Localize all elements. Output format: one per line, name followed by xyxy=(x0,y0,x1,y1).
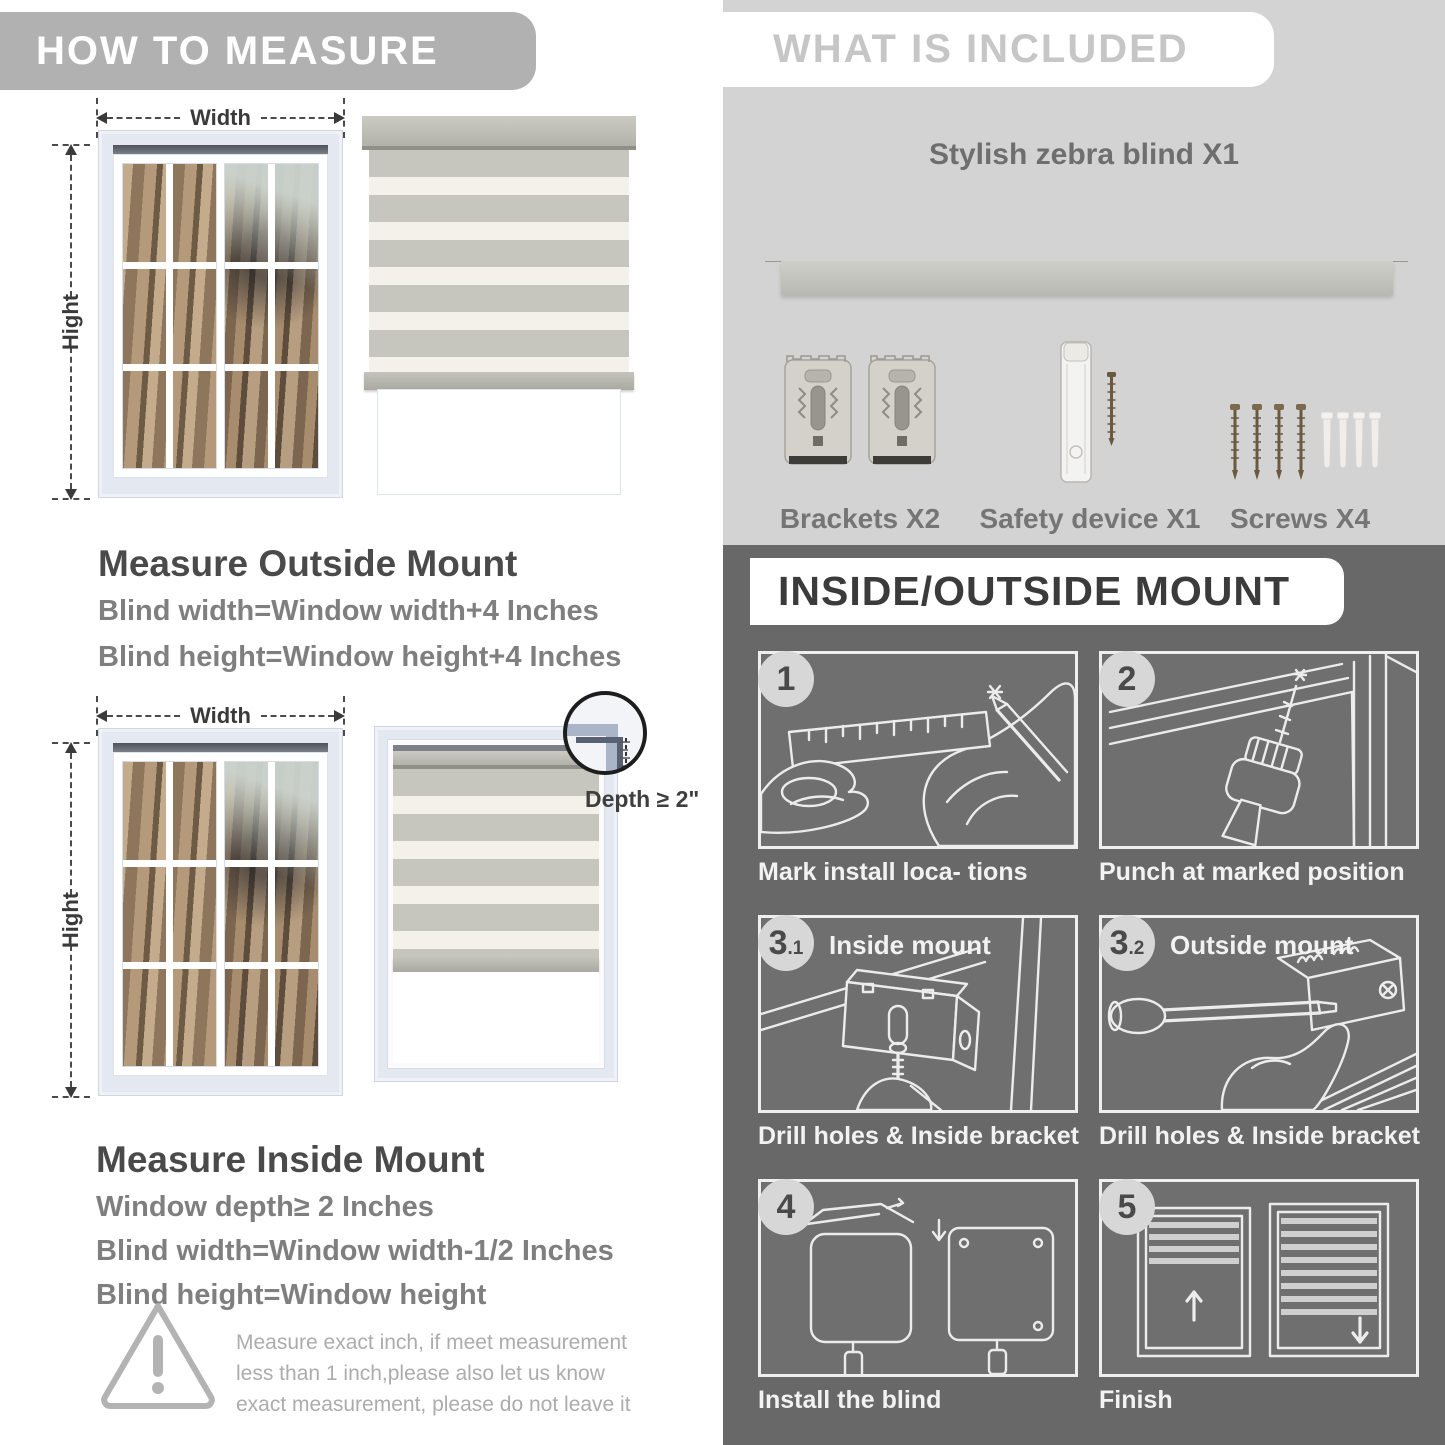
window-pane xyxy=(502,399,611,485)
width-label: Width xyxy=(190,105,251,130)
zebra-blind-fabric xyxy=(369,150,629,372)
window-below-blind xyxy=(378,390,620,494)
outside-formula-width: Blind width=Window width+4 Inches xyxy=(98,595,599,627)
mount-instructions-section xyxy=(723,545,1445,1445)
window-sash xyxy=(113,752,328,1076)
window-pane-left xyxy=(122,163,217,469)
inside-formula-width: Blind width=Window width-1/2 Inches xyxy=(96,1235,614,1267)
window-pane-right xyxy=(224,761,319,1067)
window-below-blind xyxy=(393,972,599,1063)
step-3-2-panel xyxy=(1099,915,1419,1113)
window-pane xyxy=(387,399,496,485)
outside-mount-title: Measure Outside Mount xyxy=(98,542,518,584)
brackets-icon xyxy=(783,352,937,476)
zebra-blind-fabric xyxy=(393,769,599,957)
instruction-steps-grid xyxy=(758,651,1419,1415)
step-4-caption: Install the blind xyxy=(758,1386,942,1414)
height-label: Hight xyxy=(58,891,84,949)
inside-formula-height: Blind height=Window height xyxy=(96,1279,487,1311)
inside-mount-title: Measure Inside Mount xyxy=(96,1138,485,1180)
step-5-caption: Finish xyxy=(1099,1386,1173,1414)
exclamation-triangle-icon xyxy=(98,1298,218,1414)
step-3-1 xyxy=(758,915,1078,1151)
what-is-included-title: WHAT IS INCLUDED xyxy=(773,27,1189,71)
step-5-panel xyxy=(1099,1179,1419,1377)
how-to-measure-header xyxy=(0,12,536,90)
step-3-1-caption: Drill holes & Inside bracket xyxy=(758,1122,1079,1150)
screws-label: Screws X4 xyxy=(1229,503,1371,534)
depth-detail-magnifier xyxy=(562,690,648,776)
what-is-included-section xyxy=(723,0,1445,545)
window-top-recess xyxy=(113,743,328,752)
safety-device-label: Safety device X1 xyxy=(979,503,1201,534)
outside-mount-blind-diagram xyxy=(362,116,636,496)
screw xyxy=(1107,372,1116,446)
step-2-panel xyxy=(1099,651,1419,849)
arrow-tick xyxy=(343,696,345,736)
height-arrow xyxy=(58,742,84,1098)
window-illustration xyxy=(98,728,343,1096)
step-number-badge: 1 xyxy=(758,651,814,707)
depth-requirement-label: Depth ≥ 2" xyxy=(585,786,700,812)
height-label: Hight xyxy=(58,293,84,351)
step-5 xyxy=(1099,1179,1419,1415)
step-number-badge: 4 xyxy=(758,1179,814,1235)
arrow-tick xyxy=(52,498,90,500)
product-label: Stylish zebra blind X1 xyxy=(928,138,1240,171)
window-pane-left xyxy=(122,761,217,1067)
inside-outside-mount-header xyxy=(750,558,1344,625)
window-pane xyxy=(499,977,595,1058)
screws-icon xyxy=(1227,404,1383,488)
arrow-tick xyxy=(52,144,90,146)
step-3-2-panel-title: Outside mount xyxy=(1170,930,1354,960)
step-3-1-panel-title: Inside mount xyxy=(829,930,991,960)
arrow-tick xyxy=(52,742,90,744)
width-arrow xyxy=(96,704,345,728)
screw-set xyxy=(1230,404,1306,480)
window-sash xyxy=(113,154,328,478)
step-1-panel xyxy=(758,651,1078,849)
safety-device-icon xyxy=(1055,338,1131,490)
window-illustration xyxy=(98,130,343,498)
step-number-badge: 5 xyxy=(1099,1179,1155,1235)
height-arrow xyxy=(58,144,84,500)
step-2-caption: Punch at marked position xyxy=(1099,858,1405,886)
step-3-2 xyxy=(1099,915,1419,1151)
step-number-badge: 3 .2 xyxy=(1099,915,1155,971)
outside-formula-height: Blind height=Window height+4 Inches xyxy=(98,641,622,673)
step-1-caption: Mark install loca- tions xyxy=(758,858,1028,886)
bracket xyxy=(785,356,851,464)
inside-mount-window-diagram xyxy=(56,698,360,1110)
step-3-1-panel xyxy=(758,915,1078,1113)
step-4-panel xyxy=(758,1179,1078,1377)
window-pane xyxy=(398,977,494,1058)
step-3-2-caption: Drill holes & Inside bracket xyxy=(1099,1122,1420,1150)
outside-mount-window-diagram xyxy=(56,100,360,512)
window-top-recess xyxy=(113,145,328,154)
inside-formula-depth: Window depth≥ 2 Inches xyxy=(96,1191,434,1223)
width-arrow xyxy=(96,106,345,130)
arrow-tick xyxy=(343,98,345,138)
measurement-warning-note: Measure exact inch, if meet measurement less than 1 inch,please also let us know exact measurement, please do not leave it xyxy=(236,1331,631,1416)
blind-bottom-rail xyxy=(364,372,634,390)
blind-bottom-rail xyxy=(393,957,599,972)
blind-cassette xyxy=(362,116,636,150)
what-is-included-header xyxy=(723,12,1274,87)
step-4 xyxy=(758,1179,1078,1415)
brackets-label: Brackets X2 xyxy=(779,503,941,534)
step-2 xyxy=(1099,651,1419,887)
how-to-measure-title: HOW TO MEASURE xyxy=(36,28,439,73)
inside-mount-blind-diagram xyxy=(374,726,618,1082)
arrow-tick xyxy=(52,1096,90,1098)
bracket xyxy=(869,356,935,464)
anchor-set xyxy=(1321,412,1381,468)
step-1 xyxy=(758,651,1078,887)
blind-headrail-lower-bar xyxy=(781,261,1393,295)
inside-outside-mount-title: INSIDE/OUTSIDE MOUNT xyxy=(778,568,1291,614)
blind-headrail-image xyxy=(765,203,1408,261)
step-number-badge: 2 xyxy=(1099,651,1155,707)
window-pane-right xyxy=(224,163,319,469)
step-number-badge: 3 .1 xyxy=(758,915,814,971)
width-label: Width xyxy=(190,703,251,728)
